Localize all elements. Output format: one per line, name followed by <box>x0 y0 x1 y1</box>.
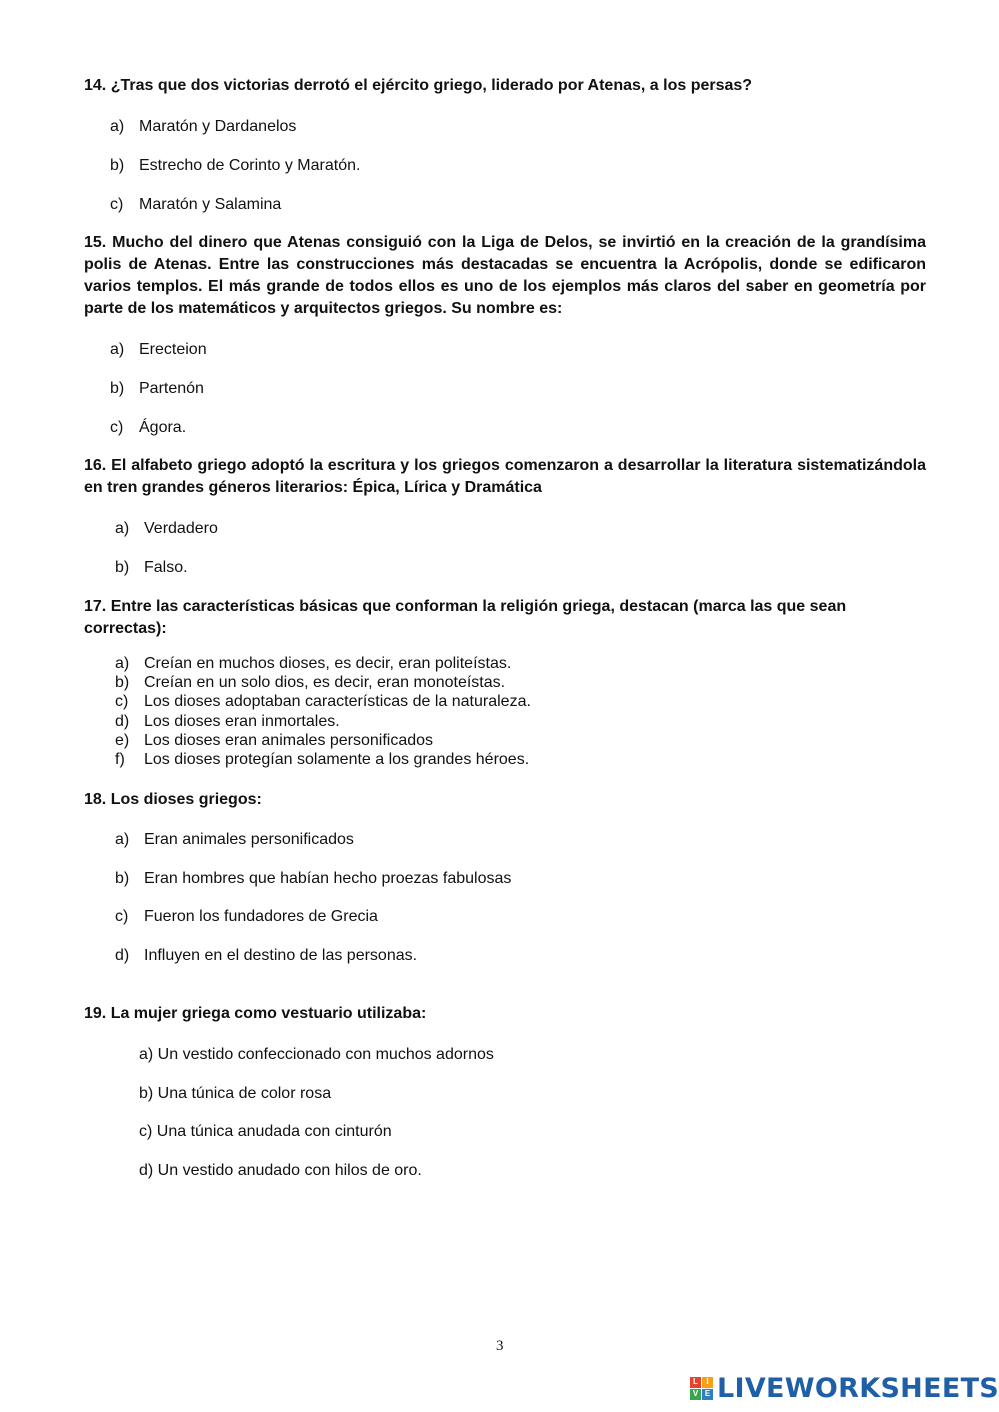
option-15c[interactable]: c) Ágora. <box>110 419 187 436</box>
option-14b[interactable]: b) Estrecho de Corinto y Maratón. <box>110 157 361 174</box>
option-17c[interactable]: c) Los dioses adoptaban características de la naturaleza. <box>115 693 531 710</box>
page-number: 3 <box>496 1338 504 1354</box>
question-19: 19. La mujer griega como vestuario utilizaba: <box>84 1005 427 1022</box>
option-17f[interactable]: f) Los dioses protegían solamente a los grandes héroes. <box>115 751 530 768</box>
option-15a[interactable]: a) Erecteion <box>110 341 207 358</box>
option-17a[interactable]: a) Creían en muchos dioses, es decir, eran politeístas. <box>115 655 512 672</box>
question-15: 15. Mucho del dinero que Atenas consiguió con la Liga de Delos, se invirtió en la creación de la grandísima polis de Atenas. Entre las construcciones más destacadas se encuentra la Acrópolis, donde se edificaron varios templos. El más grande de todos ellos es uno de los ejemplos más claros del saber en geometría por parte de los matemáticos y arquitectos griegos. Su nombre es: <box>84 234 926 317</box>
option-18a[interactable]: a) Eran animales personificados <box>115 831 354 848</box>
logo-text: LIVEWORKSHEETS <box>717 1372 999 1404</box>
question-16: 16. El alfabeto griego adoptó la escritura y los griegos comenzaron a desarrollar la literatura sistematizándola en tren grandes géneros literarios: Épica, Lírica y Dramática <box>84 457 926 496</box>
question-17: 17. Entre las características básicas que conforman la religión griega, destacan (marca las que sean correctas): <box>84 598 847 637</box>
option-17e[interactable]: e) Los dioses eran animales personificados <box>115 732 434 749</box>
option-19d[interactable]: d) Un vestido anudado con hilos de oro. <box>139 1162 422 1179</box>
option-16a[interactable]: a) Verdadero <box>115 520 218 537</box>
option-19c[interactable]: c) Una túnica anudada con cinturón <box>139 1123 392 1140</box>
option-16b[interactable]: b) Falso. <box>115 559 188 576</box>
liveworksheets-logo[interactable] <box>690 1373 999 1403</box>
logo-mark-l: L <box>690 1377 701 1388</box>
option-15b[interactable]: b) Partenón <box>110 380 204 397</box>
option-17b[interactable]: b) Creían en un solo dios, es decir, eran monoteístas. <box>115 674 506 691</box>
option-18c[interactable]: c) Fueron los fundadores de Grecia <box>115 908 378 925</box>
option-18b[interactable]: b) Eran hombres que habían hecho proezas fabulosas <box>115 870 512 887</box>
option-17d[interactable]: d) Los dioses eran inmortales. <box>115 713 340 730</box>
logo-mark-v: V <box>690 1389 701 1400</box>
logo-mark-i: I <box>702 1377 713 1388</box>
option-19b[interactable]: b) Una túnica de color rosa <box>139 1085 332 1102</box>
option-19a[interactable]: a) Un vestido confeccionado con muchos adornos <box>139 1046 494 1063</box>
question-14: 14. ¿Tras que dos victorias derrotó el ejército griego, liderado por Atenas, a los persas? <box>84 77 753 94</box>
logo-mark-e: E <box>702 1389 713 1400</box>
question-18: 18. Los dioses griegos: <box>84 791 262 808</box>
liveworksheets-logo-icon <box>690 1377 713 1400</box>
option-18d[interactable]: d) Influyen en el destino de las personas. <box>115 947 418 964</box>
option-14c[interactable]: c) Maratón y Salamina <box>110 196 282 213</box>
option-14a[interactable]: a) Maratón y Dardanelos <box>110 118 297 135</box>
